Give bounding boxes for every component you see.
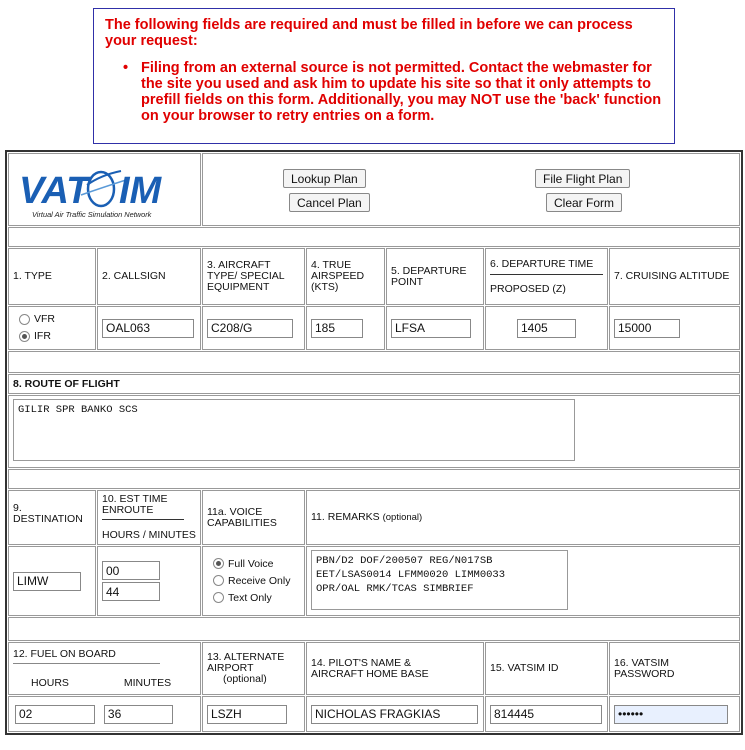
flight-rules-cell [8,306,96,350]
spacer-row [8,617,740,641]
lookup-plan-button[interactable]: Lookup Plan [283,169,366,188]
receive-only-radio[interactable] [213,575,224,586]
clear-form-button[interactable]: Clear Form [546,193,622,212]
spacer-row [8,469,740,489]
tas-label [306,248,385,305]
aircraft-type-input[interactable] [207,319,293,338]
ete-title: 10. EST TIME ENROUTE [102,494,184,520]
notice-bullet-text: Filing from an external source is not permitted. Contact the webmaster for the site you used and ask him to update his site so that it only attempts to prefill fields on this form. Additionally, you may NOT use the 'back' function on your browser to retry entries on a form. [141,60,662,124]
fuel-minutes-label: MINUTES [123,676,172,689]
alternate-label [202,642,305,695]
bullet-icon: • [123,60,129,76]
alternate-optional: (optional) [223,673,267,685]
ete-minutes-input[interactable] [102,582,160,601]
remarks-label [306,490,740,545]
type-label: 1. TYPE [8,248,96,305]
pilot-label: 14. PILOT'S NAME & AIRCRAFT HOME BASE [306,642,484,695]
spacer-row [8,351,740,373]
notice-bullet [125,60,665,124]
ete-label [97,490,201,545]
logo-wordmark: VAT [19,169,90,212]
file-flight-plan-button[interactable]: File Flight Plan [535,169,630,188]
logo-wordmark-2: IM [119,169,162,212]
remarks-textarea[interactable] [311,550,568,610]
vatsim-logo [9,155,199,225]
spacer-row [8,227,740,247]
cancel-plan-button[interactable]: Cancel Plan [289,193,370,212]
aircraft-label [202,248,305,305]
full-voice-label: Full Voice [228,557,274,570]
vatsim-password-input[interactable] [614,705,728,724]
fuel-hours-input[interactable] [15,705,95,724]
route-label: 8. ROUTE OF FLIGHT [8,374,740,394]
action-buttons-cell [202,153,740,226]
vatsim-id-label: 15. VATSIM ID [485,642,608,695]
ifr-label: IFR [34,330,51,342]
receive-only-option[interactable] [213,573,300,590]
proposed-label: PROPOSED (Z) [490,282,566,295]
receive-only-label: Receive Only [228,574,291,587]
remarks-optional: (optional) [382,512,423,523]
cruising-altitude-label: 7. CRUISING ALTITUDE [609,248,740,305]
tas-label-text: 4. TRUE AIRSPEED (KTS) [311,259,365,293]
fuel-title: 12. FUEL ON BOARD [13,649,160,664]
logo-tagline: Virtual Air Traffic Simulation Network [32,209,152,219]
pilot-name-input[interactable] [311,705,478,724]
departure-point-input[interactable] [391,319,471,338]
full-voice-radio[interactable] [213,558,224,569]
notice-heading: The following fields are required and must be filled in before we can process your request: [105,17,633,49]
full-voice-option[interactable] [213,556,300,573]
vatsim-password-label: 16. VATSIM PASSWORD [609,642,740,695]
departure-time-title: 6. DEPARTURE TIME [490,259,603,275]
vfr-radio[interactable] [19,314,30,325]
fuel-minutes-input[interactable] [104,705,173,724]
departure-point-label: 5. DEPARTURE POINT [386,248,484,305]
vfr-label: VFR [34,313,55,325]
destination-label-text: 9. DESTINATION [13,502,83,525]
aircraft-label-text: 3. AIRCRAFT TYPE/ SPECIAL EQUIPMENT [207,259,285,293]
fuel-label [8,642,201,695]
true-airspeed-input[interactable] [311,319,363,338]
vfr-option[interactable] [19,311,91,328]
ifr-radio[interactable] [19,331,30,342]
ete-hours-input[interactable] [102,561,160,580]
ete-sub-label: HOURS / MINUTES [102,529,196,541]
logo-cell [8,153,201,226]
alternate-airport-input[interactable] [207,705,287,724]
ifr-option[interactable] [19,328,91,345]
departure-time-input[interactable] [517,319,576,338]
voice-label: 11a. VOICE CAPABILITIES [202,490,305,545]
destination-input[interactable] [13,572,81,591]
callsign-input[interactable] [102,319,194,338]
text-only-radio[interactable] [213,592,224,603]
destination-label [8,490,96,545]
remarks-label-text: 11. REMARKS [311,511,380,523]
callsign-label: 2. CALLSIGN [97,248,201,305]
text-only-label: Text Only [228,591,272,604]
text-only-option[interactable] [213,590,300,607]
departure-time-label [485,248,608,305]
required-fields-notice [93,8,675,144]
route-textarea[interactable] [13,399,575,461]
alternate-title: 13. ALTERNATE AIRPORT [207,651,285,674]
voice-options-cell [202,546,305,616]
fuel-hours-label: HOURS [31,676,69,689]
cruising-altitude-input[interactable] [614,319,680,338]
flight-plan-form [5,150,743,735]
vatsim-id-input[interactable] [490,705,602,724]
